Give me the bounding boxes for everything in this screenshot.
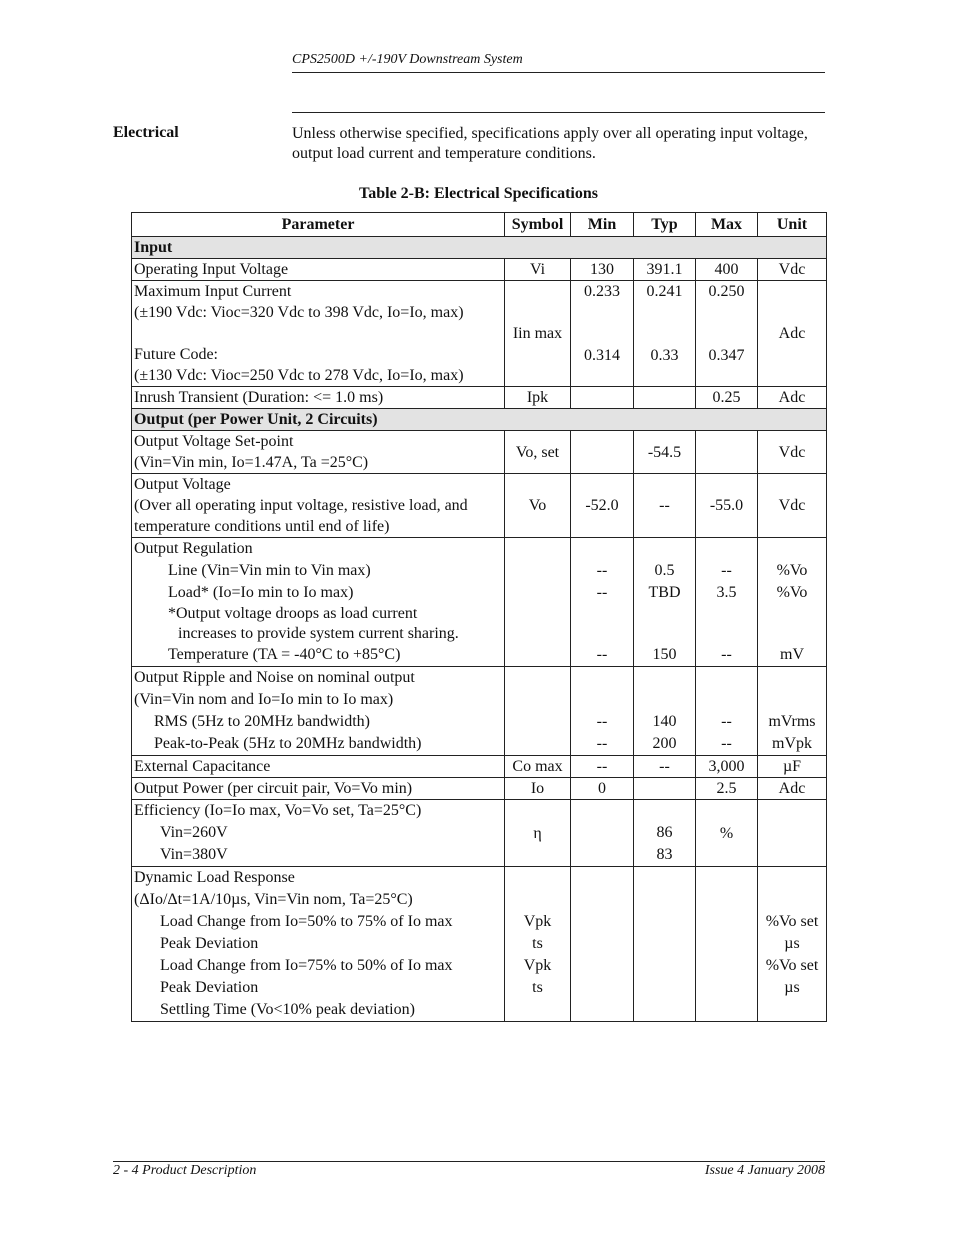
- value: --: [721, 646, 732, 663]
- value: 0.314: [584, 347, 620, 364]
- param-line: (±190 Vdc: Vioc=320 Vdc to 398 Vdc, Io=Io, max): [134, 304, 464, 321]
- param-line: Efficiency (Io=Io max, Vo=Vo set, Ta=25°C): [134, 802, 422, 819]
- section-label: Input: [132, 237, 827, 259]
- table-header-row: [132, 213, 827, 237]
- param-line: Temperature (TA = -40°C to +85°C): [168, 646, 401, 663]
- param-cell: [132, 431, 505, 474]
- param-cell: Operating Input Voltage: [132, 259, 505, 281]
- value: Vpk: [523, 957, 552, 974]
- min-cell: 0: [571, 778, 634, 800]
- unit-cell: Vdc: [758, 259, 827, 281]
- value: %Vo: [776, 584, 808, 601]
- value: mVpk: [772, 735, 812, 752]
- value: %Vo set: [765, 913, 819, 930]
- value: mV: [780, 646, 804, 663]
- unit-cell: [758, 538, 827, 667]
- max-cell: [696, 431, 758, 474]
- typ-cell: [634, 281, 696, 387]
- param-line: Line (Vin=Vin min to Vin max): [168, 562, 371, 579]
- value: 3.5: [716, 584, 737, 601]
- symbol-cell: η: [505, 800, 571, 867]
- value: --: [721, 713, 732, 730]
- footer-issue-date: Issue 4 January 2008: [704, 1163, 825, 1178]
- footer-rule: [113, 1161, 825, 1162]
- value: 86: [656, 824, 673, 841]
- min-cell: [571, 800, 634, 867]
- table-caption: Table 2-B: Electrical Specifications: [359, 185, 598, 202]
- value: --: [596, 713, 608, 730]
- table-row: [132, 387, 827, 409]
- typ-cell: [634, 778, 696, 800]
- param-line: Vin=380V: [160, 846, 228, 863]
- section-row-output: [132, 409, 827, 431]
- param-line: Dynamic Load Response: [134, 869, 295, 886]
- value: 0.241: [646, 283, 683, 300]
- section-intro: Unless otherwise specified, specifications apply over all operating input voltage, output load current and temperature conditions.: [292, 125, 808, 162]
- symbol-cell: [505, 667, 571, 756]
- value: --: [596, 562, 608, 579]
- section-heading: Electrical: [113, 124, 179, 141]
- value: --: [596, 735, 608, 752]
- param-line: *Output voltage droops as load current: [168, 605, 418, 622]
- param-line: (Vin=Vin nom and Io=Io min to Io max): [134, 691, 394, 708]
- unit-cell: Vdc: [758, 431, 827, 474]
- value: --: [721, 562, 732, 579]
- param-line: Output Voltage: [134, 476, 231, 493]
- param-line: increases to provide system current sharing.: [178, 625, 459, 642]
- typ-cell: [634, 800, 696, 867]
- min-cell: [571, 387, 634, 409]
- param-line: Maximum Input Current: [134, 283, 292, 300]
- param-line: Load Change from Io=50% to 75% of Io max: [160, 913, 453, 930]
- table-row: [132, 867, 827, 1022]
- typ-cell: [634, 538, 696, 667]
- value: 0.5: [654, 562, 675, 579]
- unit-cell: [758, 800, 827, 867]
- param-cell: [132, 474, 505, 538]
- col-header-parameter: Parameter: [132, 213, 505, 237]
- max-cell: -55.0: [696, 474, 758, 538]
- col-header-max: Max: [696, 213, 758, 237]
- typ-cell: [634, 667, 696, 756]
- min-cell: [571, 867, 634, 1022]
- param-line: Vin=260V: [160, 824, 228, 841]
- param-line: RMS (5Hz to 20MHz bandwidth): [154, 713, 370, 730]
- typ-cell: --: [634, 474, 696, 538]
- section-rule: [292, 112, 825, 113]
- value: 140: [652, 713, 677, 730]
- param-line: temperature conditions until end of life): [134, 518, 390, 535]
- typ-cell: 391.1: [634, 259, 696, 281]
- table-row: [132, 538, 827, 667]
- unit-cell: [758, 867, 827, 1022]
- value: %Vo set: [765, 957, 819, 974]
- unit-cell: [758, 667, 827, 756]
- param-cell: [132, 281, 505, 387]
- table-row: [132, 778, 827, 800]
- table-row: [132, 800, 827, 867]
- value: 0.233: [584, 283, 620, 300]
- param-line: Output Voltage Set-point: [134, 433, 294, 450]
- table-row: [132, 431, 827, 474]
- value: 83: [656, 846, 673, 863]
- footer-section-label: 2 - 4 Product Description: [113, 1163, 257, 1178]
- typ-cell: --: [634, 756, 696, 778]
- running-header-title: CPS2500D +/-190V Downstream System: [292, 52, 523, 67]
- min-cell: --: [571, 756, 634, 778]
- min-cell: 130: [571, 259, 634, 281]
- table-row: [132, 281, 827, 387]
- param-cell: [132, 667, 505, 756]
- col-header-min: Min: [571, 213, 634, 237]
- max-cell: 400: [696, 259, 758, 281]
- param-line: Peak Deviation: [160, 935, 259, 952]
- unit-cell: Adc: [758, 778, 827, 800]
- symbol-cell: Io: [505, 778, 571, 800]
- unit-cell: Vdc: [758, 474, 827, 538]
- param-line: Future Code:: [134, 346, 218, 363]
- value: µs: [784, 935, 800, 952]
- table-row: [132, 259, 827, 281]
- param-line: Settling Time (Vo<10% peak deviation): [160, 1001, 415, 1018]
- table-row: [132, 474, 827, 538]
- max-cell: 0.25: [696, 387, 758, 409]
- value: --: [721, 735, 732, 752]
- table-row: [132, 667, 827, 756]
- max-cell: [696, 667, 758, 756]
- table-row: [132, 756, 827, 778]
- param-line: (Over all operating input voltage, resistive load, and: [134, 497, 468, 514]
- symbol-cell: Vi: [505, 259, 571, 281]
- min-cell: [571, 667, 634, 756]
- param-line: (±130 Vdc: Vioc=250 Vdc to 278 Vdc, Io=Io, max): [134, 367, 464, 384]
- unit-cell: Adc: [758, 387, 827, 409]
- param-line: (Vin=Vin min, Io=1.47A, Ta =25°C): [134, 454, 369, 471]
- unit-cell: µF: [758, 756, 827, 778]
- max-cell: [696, 867, 758, 1022]
- value: TBD: [648, 584, 681, 601]
- header-rule: [292, 72, 825, 73]
- max-cell: [696, 281, 758, 387]
- min-cell: [571, 431, 634, 474]
- max-cell: 3,000: [696, 756, 758, 778]
- param-line: Peak Deviation: [160, 979, 259, 996]
- param-line: Load Change from Io=75% to 50% of Io max: [160, 957, 453, 974]
- value: Vpk: [523, 913, 552, 930]
- param-cell: [132, 800, 505, 867]
- value: 150: [652, 646, 677, 663]
- unit-cell: Adc: [758, 281, 827, 387]
- value: 0.250: [708, 283, 745, 300]
- min-cell: -52.0: [571, 474, 634, 538]
- col-header-typ: Typ: [634, 213, 696, 237]
- symbol-cell: [505, 867, 571, 1022]
- section-row-input: [132, 237, 827, 259]
- param-cell: External Capacitance: [132, 756, 505, 778]
- param-line: Output Ripple and Noise on nominal output: [134, 669, 415, 686]
- max-cell: 2.5: [696, 778, 758, 800]
- param-line: (ΔIo/Δt=1A/10µs, Vin=Vin nom, Ta=25°C): [134, 891, 413, 908]
- electrical-spec-table: [131, 212, 827, 1022]
- symbol-cell: Ipk: [505, 387, 571, 409]
- typ-cell: [634, 867, 696, 1022]
- min-cell: [571, 281, 634, 387]
- param-line: Load* (Io=Io min to Io max): [168, 584, 354, 601]
- value: --: [596, 646, 608, 663]
- col-header-symbol: Symbol: [505, 213, 571, 237]
- param-line: Output Regulation: [134, 540, 253, 557]
- param-cell: Output Power (per circuit pair, Vo=Vo min): [132, 778, 505, 800]
- col-header-unit: Unit: [758, 213, 827, 237]
- param-cell: Inrush Transient (Duration: <= 1.0 ms): [132, 387, 505, 409]
- value: 200: [652, 735, 677, 752]
- value: µs: [784, 979, 800, 996]
- max-cell: [696, 538, 758, 667]
- value: ts: [532, 979, 543, 996]
- value: %Vo: [776, 562, 808, 579]
- symbol-cell: [505, 538, 571, 667]
- typ-cell: [634, 387, 696, 409]
- param-line: Peak-to-Peak (5Hz to 20MHz bandwidth): [154, 735, 422, 752]
- symbol-cell: Vo, set: [505, 431, 571, 474]
- value: 0.347: [708, 347, 745, 364]
- symbol-cell: Vo: [505, 474, 571, 538]
- symbol-cell: Co max: [505, 756, 571, 778]
- symbol-cell: Iin max: [505, 281, 571, 387]
- typ-cell: -54.5: [634, 431, 696, 474]
- section-label: Output (per Power Unit, 2 Circuits): [132, 409, 827, 431]
- value: ts: [532, 935, 543, 952]
- max-cell: %: [696, 800, 758, 867]
- param-cell: [132, 867, 505, 1022]
- value: mVrms: [768, 713, 816, 730]
- param-cell: [132, 538, 505, 667]
- value: 0.33: [650, 347, 679, 364]
- value: --: [596, 584, 608, 601]
- min-cell: [571, 538, 634, 667]
